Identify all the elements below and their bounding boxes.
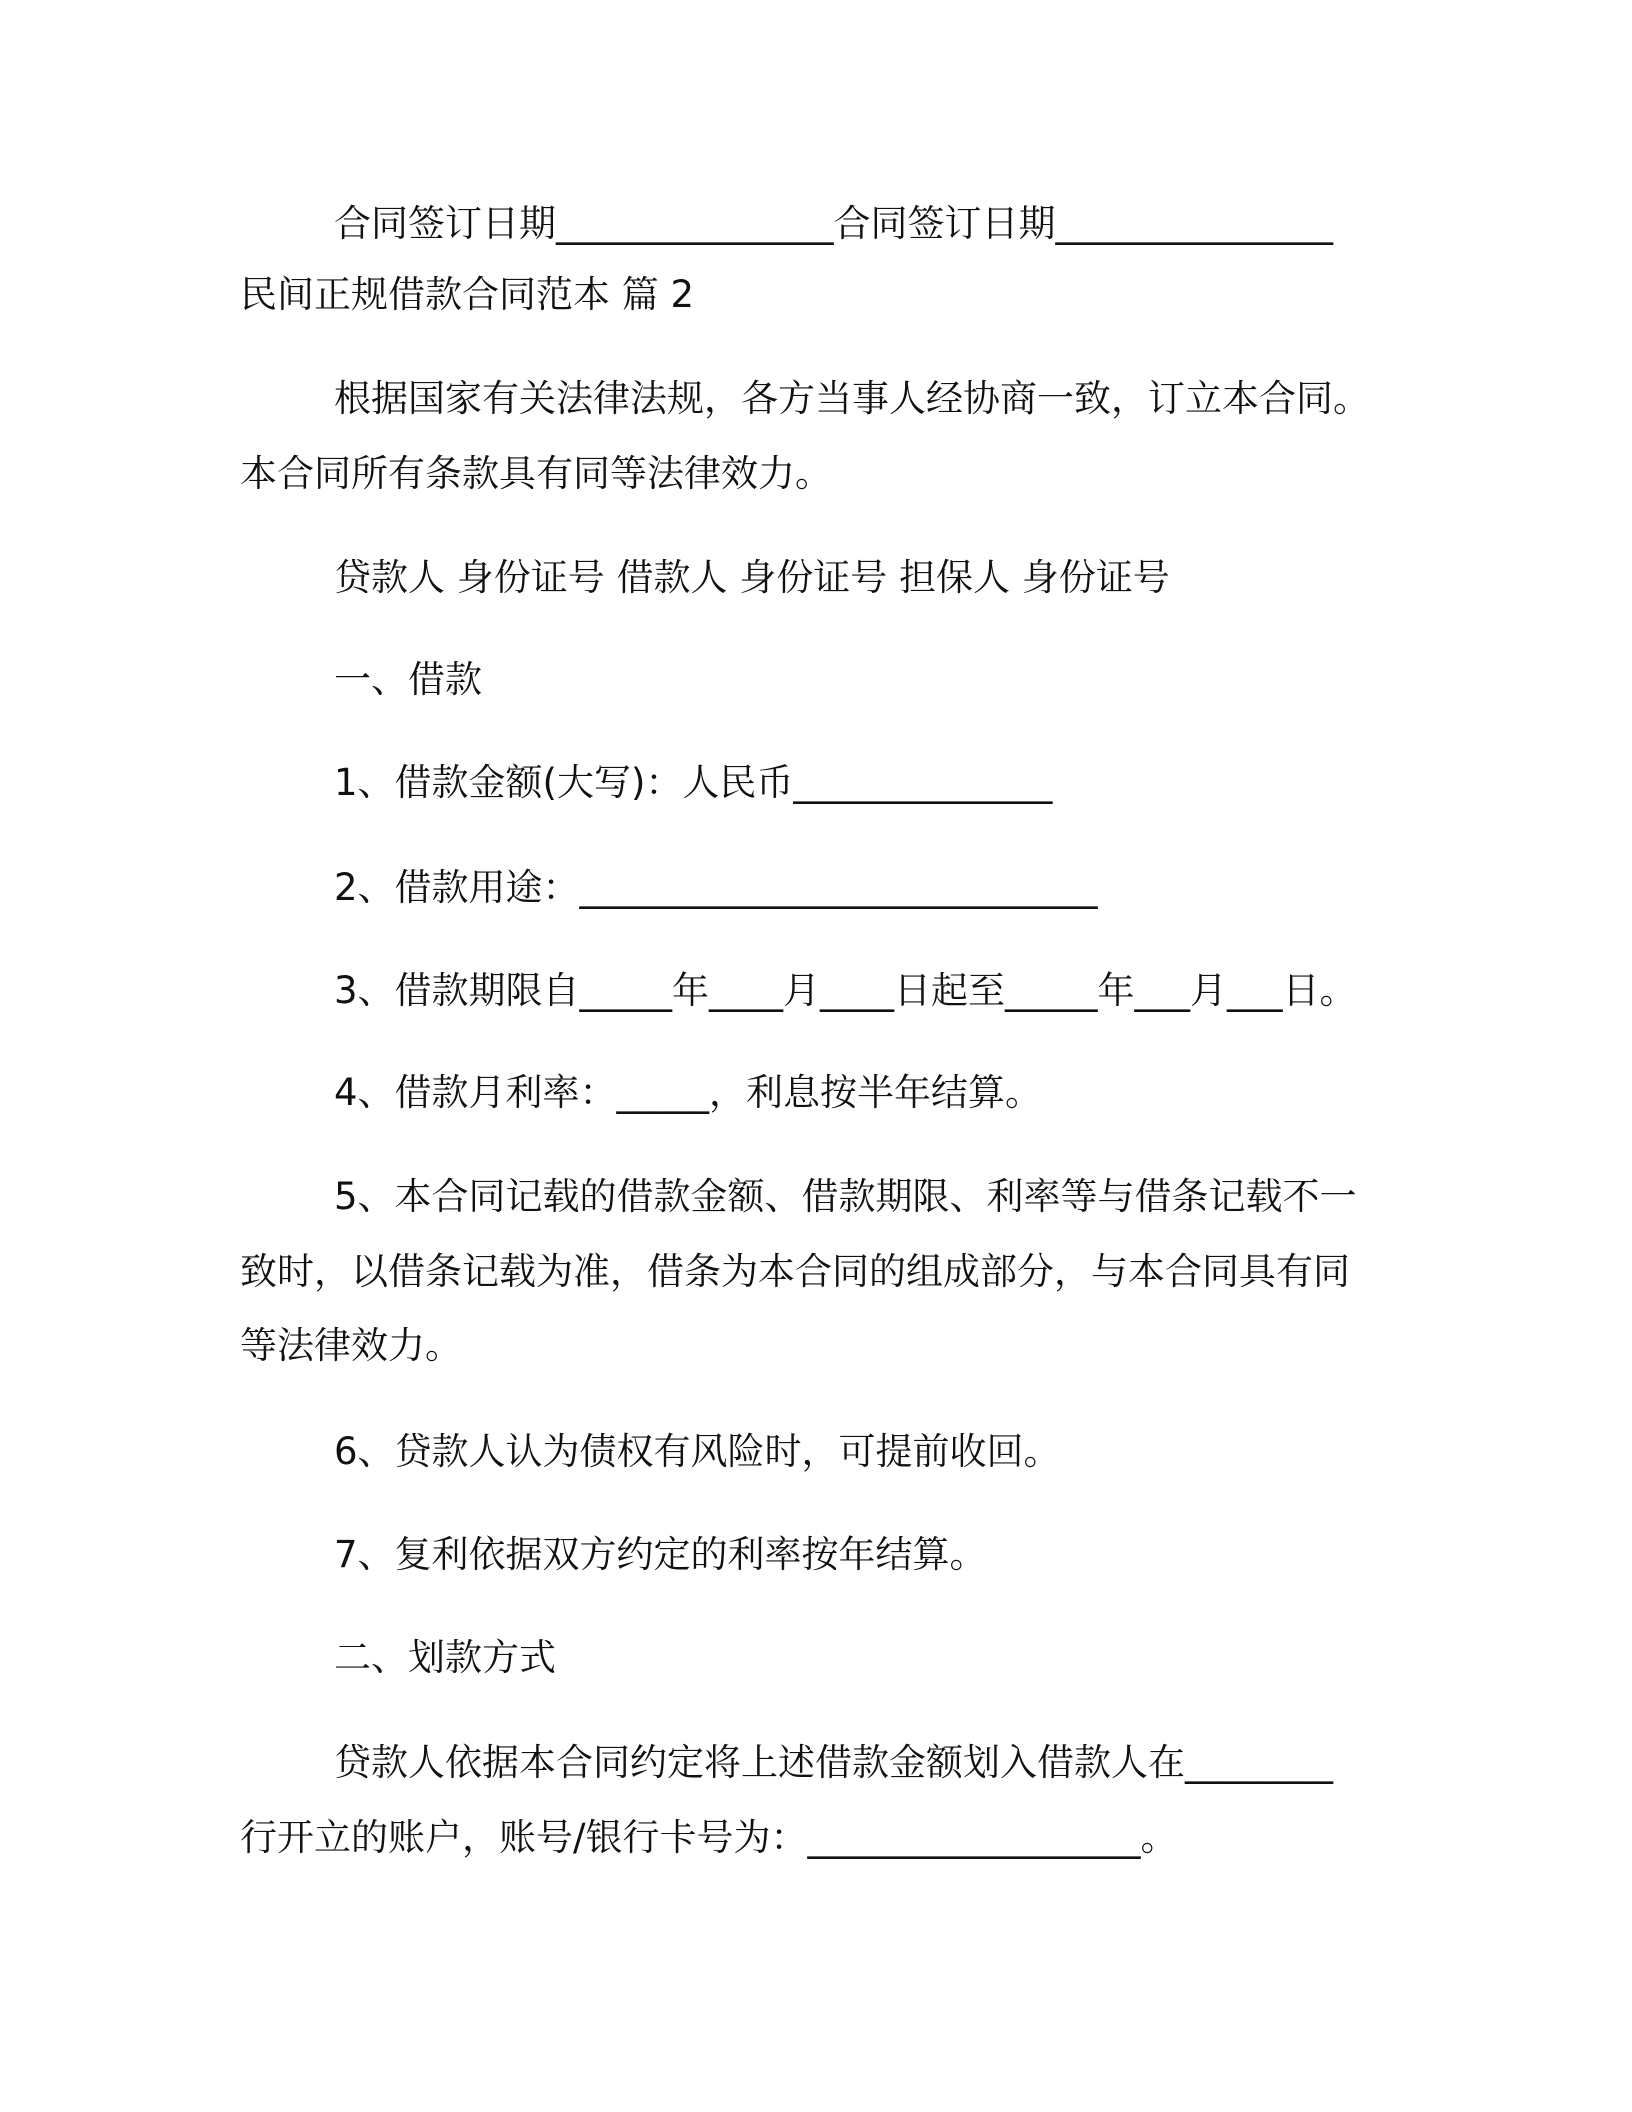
heading-transfer-method: 二、划款方式 <box>334 1636 556 1679</box>
section-title: 民间正规借款合同范本 篇 2 <box>240 273 695 316</box>
clause-5-line-1: 5、本合同记载的借款金额、借款期限、利率等与借条记载不一 <box>334 1175 1357 1218</box>
intro-paragraph-line-1: 根据国家有关法律法规，各方当事人经协商一致，订立本合同。 <box>334 377 1370 420</box>
intro-paragraph-line-2: 本合同所有条款具有同等法律效力。 <box>240 452 832 495</box>
heading-loan: 一、借款 <box>334 658 482 701</box>
signing-dates-line: 合同签订日期_______________合同签订日期_______________ <box>334 202 1333 245</box>
clause-1: 1、借款金额(大写)：人民币______________ <box>334 761 1053 804</box>
clause-4: 4、借款月利率：_____，利息按半年结算。 <box>334 1071 1043 1114</box>
transfer-paragraph-line-1: 贷款人依据本合同约定将上述借款金额划入借款人在________ <box>334 1741 1333 1784</box>
clause-6: 6、贷款人认为债权有风险时，可提前收回。 <box>334 1430 1061 1473</box>
parties-line: 贷款人 身份证号 借款人 身份证号 担保人 身份证号 <box>334 556 1170 599</box>
clause-5-line-3: 等法律效力。 <box>240 1324 462 1367</box>
clause-7: 7、复利依据双方约定的利率按年结算。 <box>334 1533 987 1576</box>
transfer-paragraph-line-2: 行开立的账户，账号/银行卡号为：__________________。 <box>240 1816 1178 1859</box>
clause-2: 2、借款用途：____________________________ <box>334 866 1098 909</box>
clause-5-line-2: 致时，以借条记载为准，借条为本合同的组成部分，与本合同具有同 <box>240 1250 1350 1293</box>
clause-3: 3、借款期限自_____年____月____日起至_____年___月___日。 <box>334 969 1357 1012</box>
